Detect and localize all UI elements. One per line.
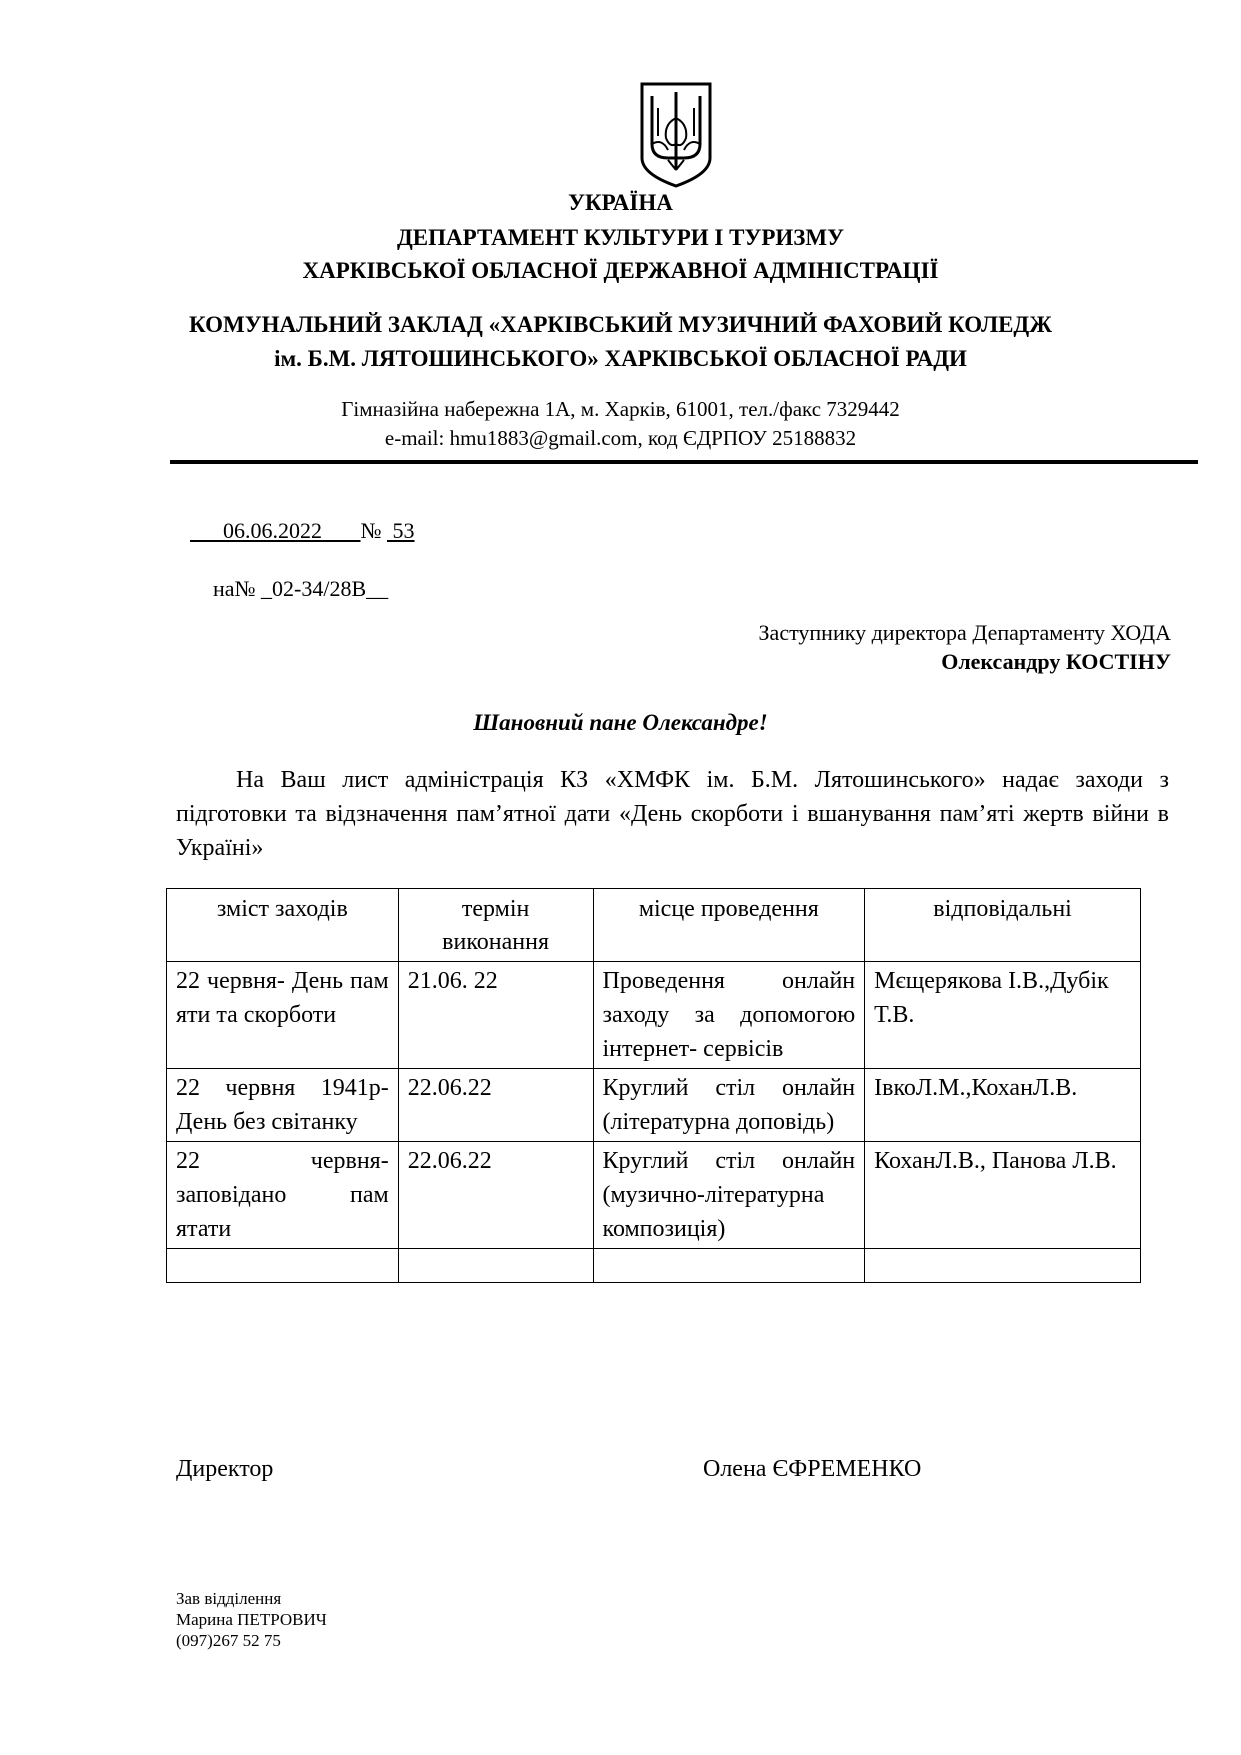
trident-coat-of-arms-icon — [638, 78, 714, 190]
header-divider — [170, 460, 1198, 464]
table-header-cell: відповідальні — [865, 889, 1141, 962]
incoming-reference: на№ _02-34/28В__ — [213, 576, 389, 601]
table-row — [167, 962, 1141, 1069]
outgoing-reference — [190, 518, 415, 544]
table-header-cell: термін виконання — [398, 889, 593, 962]
reference-date: 06.06.2022 — [223, 518, 322, 543]
reply-to-label: на№ — [213, 576, 256, 601]
table-cell — [865, 1249, 1141, 1283]
table-empty-row — [167, 1249, 1141, 1283]
table-cell: Мєщерякова І.В.,Дубік Т.В. — [865, 962, 1141, 1069]
footer-contact — [176, 1588, 327, 1651]
signature-title: Директор — [176, 1456, 274, 1482]
header-institution-line1: КОМУНАЛЬНИЙ ЗАКЛАД «ХАРКІВСЬКИЙ МУЗИЧНИЙ ФАХОВИЙ КОЛЕДЖ — [189, 312, 1052, 337]
table-cell: Круглий стіл онлайн (музично-літературна композиція) — [593, 1142, 865, 1249]
table-cell: Проведення онлайн заходу за допомогою інтернет- сервісів — [593, 962, 865, 1069]
signature-name: Олена ЄФРЕМЕНКО — [703, 1456, 922, 1482]
header-address-line1: Гімназійна набережна 1А, м. Харків, 61001, тел./факс 7329442 — [341, 397, 900, 421]
table-cell — [593, 1249, 865, 1283]
footer-line3: (097)267 52 75 — [176, 1631, 281, 1650]
addressee-position: Заступнику директора Департаменту ХОДА — [758, 620, 1171, 645]
table-cell: КоханЛ.В., Панова Л.В. — [865, 1142, 1141, 1249]
header-institution-line2: ім. Б.М. ЛЯТОШИНСЬКОГО» ХАРКІВСЬКОЇ ОБЛАСНОЇ РАДИ — [274, 346, 967, 371]
table-cell — [398, 1249, 593, 1283]
table-row — [167, 1069, 1141, 1142]
table-cell: 22.06.22 — [398, 1142, 593, 1249]
footer-line2: Марина ПЕТРОВИЧ — [176, 1610, 327, 1629]
footer-line1: Зав відділення — [176, 1589, 282, 1608]
reference-date-wrap — [190, 518, 361, 543]
table-cell: 21.06. 22 — [398, 962, 593, 1069]
greeting: Шановний пане Олександре! — [473, 710, 768, 735]
reference-number-label: № — [360, 518, 382, 543]
table-header-cell: зміст заходів — [167, 889, 399, 962]
reply-to-number: 02-34/28В — [272, 576, 367, 601]
table-row — [167, 1142, 1141, 1249]
addressee-name: Олександру КОСТІНУ — [941, 649, 1171, 674]
table-header-row — [167, 889, 1141, 962]
table-cell: 22.06.22 — [398, 1069, 593, 1142]
events-table — [166, 888, 1141, 1283]
table-cell: 22 червня- заповідано пам ятати — [167, 1142, 399, 1249]
table-cell — [167, 1249, 399, 1283]
table-header-cell: місце проведення — [593, 889, 865, 962]
table-cell: 22 червня- День пам яти та скорботи — [167, 962, 399, 1069]
reference-number: 53 — [392, 518, 415, 543]
table-cell: ІвкоЛ.М.,КоханЛ.В. — [865, 1069, 1141, 1142]
header-department-line2: ХАРКІВСЬКОЇ ОБЛАСНОЇ ДЕРЖАВНОЇ АДМІНІСТРАЦІЇ — [302, 258, 939, 283]
table-cell: Круглий стіл онлайн (літературна доповідь) — [593, 1069, 865, 1142]
reference-number-wrap — [387, 518, 415, 543]
header-country: УКРАЇНА — [568, 190, 673, 215]
header-address-line2: e-mail: hmu1883@gmail.com, код ЄДРПОУ 25188832 — [384, 426, 857, 450]
body-paragraph: На Ваш лист адміністрація КЗ «ХМФК ім. Б.М. Лятошинського» надає заходи з підготовки та відзначення пам’ятної дати «День скорботи і вшанування пам’яті жертв війни в Україні» — [176, 767, 1169, 861]
header-department-line1: ДЕПАРТАМЕНТ КУЛЬТУРИ І ТУРИЗМУ — [396, 225, 844, 250]
table-cell: 22 червня 1941р-День без світанку — [167, 1069, 399, 1142]
